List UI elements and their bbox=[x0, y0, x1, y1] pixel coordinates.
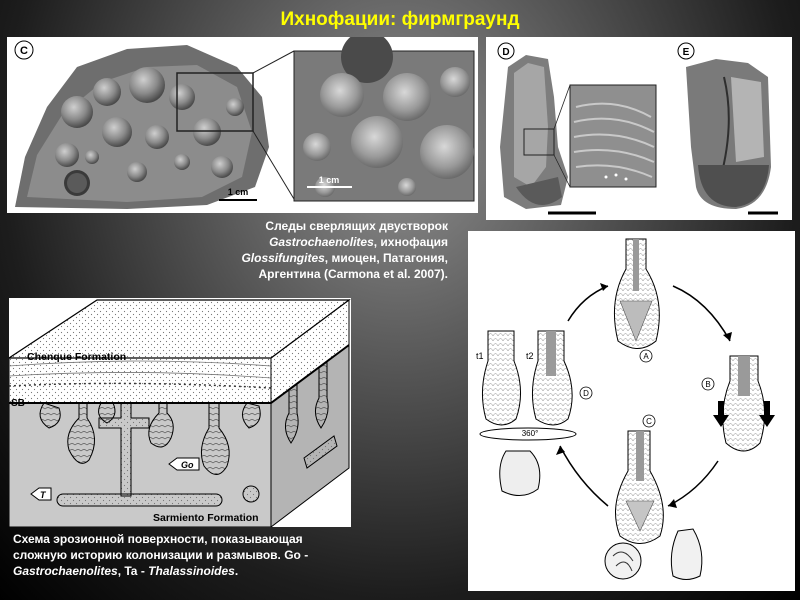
caption-erosion-line2: сложную историю колонизации и размывов. Go - bbox=[13, 548, 309, 562]
label-t: T bbox=[40, 490, 46, 500]
label-sb: SB bbox=[11, 398, 25, 409]
label-sarmiento-formation: Sarmiento Formation bbox=[153, 512, 259, 524]
caption-erosion-line1: Схема эрозионной поверхности, показывающая bbox=[13, 532, 303, 546]
panel-letter-e: E bbox=[682, 47, 690, 58]
label-t2: t2 bbox=[526, 351, 534, 361]
caption-taxon-gastrochaenolites: Gastrochaenolites bbox=[269, 235, 374, 249]
stage-label-d: D bbox=[583, 389, 589, 398]
photo-panel-de bbox=[486, 37, 792, 220]
caption-taxon-glossifungites: Glossifungites bbox=[241, 251, 325, 265]
panel-letter-c: C bbox=[20, 45, 28, 57]
scale-label-main: 1 cm bbox=[227, 187, 249, 197]
photo-panel-c bbox=[7, 37, 478, 213]
caption-borings-line3: , миоцен, Патагония, bbox=[324, 251, 448, 265]
slide-title: Ихнофации: фирмграунд bbox=[280, 9, 520, 30]
caption-borings-line4: Аргентина (Carmona et al. 2007). bbox=[258, 267, 448, 281]
label-chenque-formation: Chenque Formation bbox=[27, 351, 127, 363]
stage-label-b: B bbox=[705, 380, 711, 389]
label-go: Go bbox=[181, 460, 194, 470]
boring-photo-e bbox=[686, 59, 771, 209]
label-rotation: 360° bbox=[521, 429, 539, 438]
caption-borings-line1: Следы сверлящих двустворок bbox=[265, 219, 448, 233]
stage-label-c: C bbox=[646, 417, 652, 426]
boring-inset-photo bbox=[570, 85, 656, 187]
boring-cycle-diagram-panel bbox=[468, 231, 795, 591]
scale-label-inset: 1 cm bbox=[318, 175, 340, 185]
caption-borings-line2: , ихнофация bbox=[373, 235, 448, 249]
panel-letter-d: D bbox=[502, 47, 510, 58]
erosion-diagram-panel bbox=[9, 298, 351, 527]
caption-borings bbox=[190, 218, 448, 282]
caption-erosion-taxon-b: Thalassinoides bbox=[148, 564, 235, 578]
caption-erosion-end: . bbox=[234, 564, 239, 578]
caption-erosion-taxon-a: Gastrochaenolites bbox=[13, 564, 118, 578]
stage-label-a: A bbox=[643, 352, 649, 361]
caption-erosion bbox=[13, 531, 363, 579]
label-t1: t1 bbox=[476, 351, 484, 361]
caption-erosion-sep: , Ta - bbox=[117, 564, 149, 578]
